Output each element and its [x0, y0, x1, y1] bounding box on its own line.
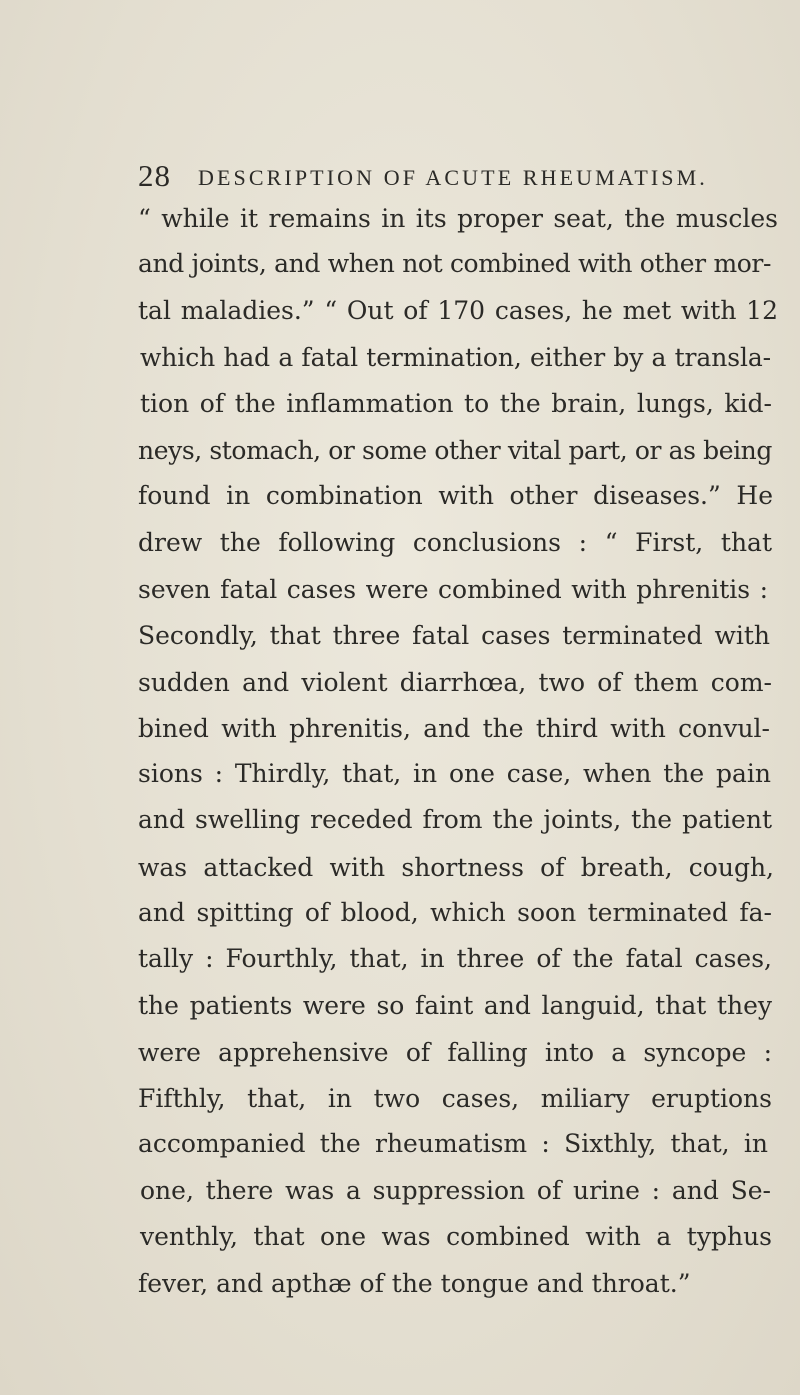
- text-line: was attacked with shortness of breath, cough,: [138, 853, 774, 882]
- text-line: “ while it remains in its proper seat, the muscles: [138, 204, 778, 233]
- text-line: bined with phrenitis, and the third with convul-: [138, 714, 770, 743]
- text-line: one, there was a suppression of urine : and Se-: [140, 1176, 771, 1205]
- text-line: sudden and violent diarrhœa, two of them com-: [138, 668, 772, 697]
- text-line: venthly, that one was combined with a typhus: [140, 1222, 772, 1251]
- page-header: [138, 158, 778, 198]
- text-line: and joints, and when not combined with other mor-: [138, 249, 771, 278]
- text-line: tally : Fourthly, that, in three of the fatal cases,: [138, 944, 772, 973]
- text-line: and swelling receded from the joints, the patient: [138, 805, 772, 834]
- text-line: sions : Thirdly, that, in one case, when the pain: [138, 759, 771, 788]
- text-line: and spitting of blood, which soon terminated fa-: [138, 898, 772, 927]
- text-line: the patients were so faint and languid, that they: [138, 991, 772, 1020]
- text-line: were apprehensive of falling into a syncope :: [138, 1038, 772, 1067]
- text-line: Secondly, that three fatal cases terminated with: [138, 621, 770, 650]
- page-number: 28: [138, 158, 171, 193]
- text-line: which had a fatal termination, either by a transla-: [140, 343, 771, 372]
- text-line: tion of the inflammation to the brain, lungs, kid-: [140, 389, 772, 418]
- text-line: accompanied the rheumatism : Sixthly, that, in: [138, 1129, 768, 1158]
- running-head: DESCRIPTION OF ACUTE RHEUMATISM.: [198, 165, 708, 190]
- text-line: fever, and apthæ of the tongue and throat.”: [138, 1269, 691, 1298]
- text-line: tal maladies.” “ Out of 170 cases, he met with 12: [138, 296, 778, 325]
- text-line: found in combination with other diseases.” He: [138, 481, 773, 510]
- text-line: neys, stomach, or some other vital part, or as being: [138, 436, 772, 465]
- text-line: drew the following conclusions : “ First, that: [138, 528, 772, 557]
- text-line: seven fatal cases were combined with phrenitis :: [138, 575, 768, 604]
- text-line: Fifthly, that, in two cases, miliary eruptions: [138, 1084, 772, 1113]
